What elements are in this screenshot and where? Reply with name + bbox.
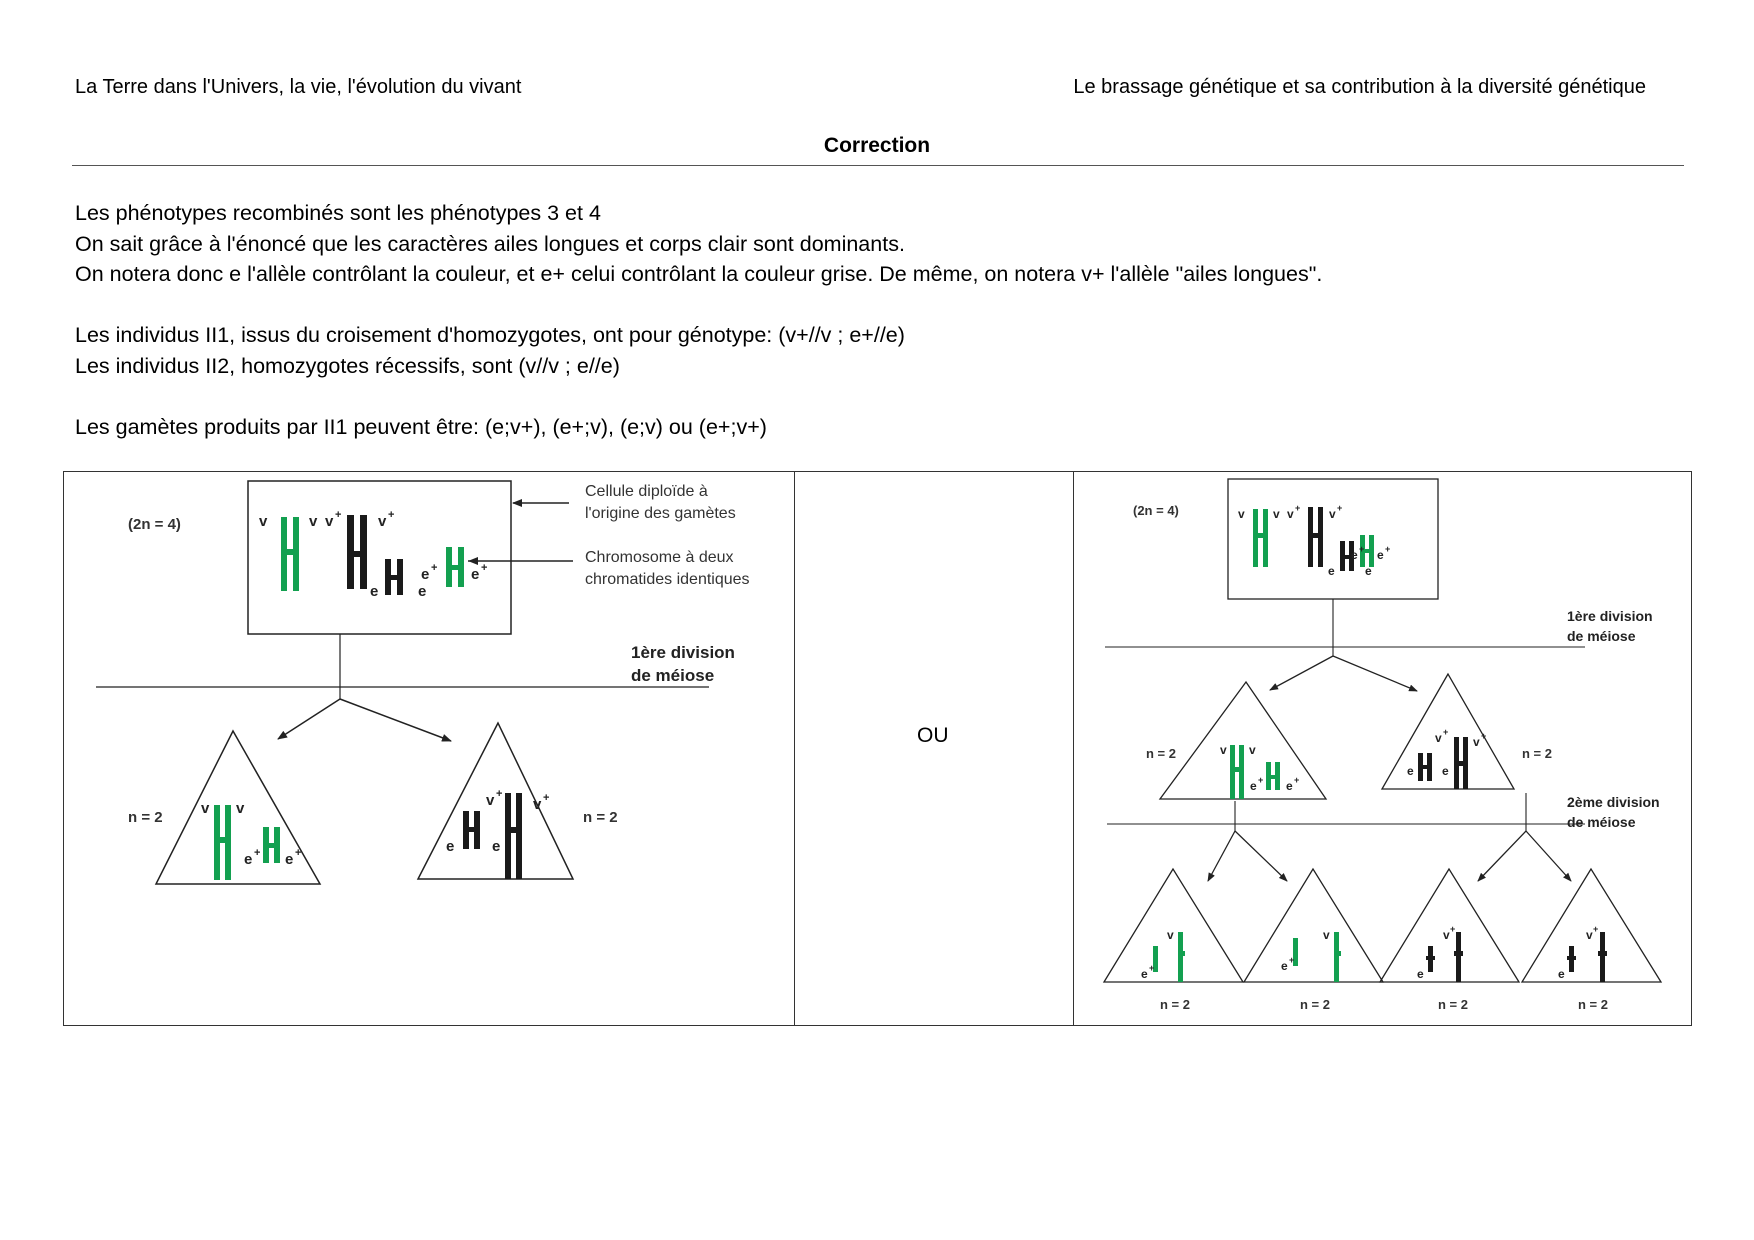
haploid-label-1: n = 2 bbox=[128, 809, 163, 826]
m1-allele-e-plus-sup-2: + bbox=[1294, 775, 1300, 785]
chromosome-v-black bbox=[347, 515, 367, 589]
d1-allele-e-plus-sup-2: + bbox=[295, 847, 302, 859]
allele-v-2: v bbox=[309, 513, 318, 530]
g1-allele-v: v bbox=[1167, 928, 1174, 942]
division-1-label-line2: de méiose bbox=[1567, 628, 1636, 644]
paragraph-gametes: Les gamètes produits par II1 peuvent être: (e;v+), (e+;v), (e;v) ou (e+;v+) bbox=[75, 414, 767, 439]
g2-allele-v: v bbox=[1323, 928, 1330, 942]
g2-allele-e-plus-sup: + bbox=[1289, 955, 1295, 965]
column-separator-left bbox=[794, 472, 795, 1025]
g1-allele-e-plus-sup: + bbox=[1149, 963, 1155, 973]
allele-e-plus-sup-2: + bbox=[481, 562, 488, 574]
division-label-line1: 1ère division bbox=[631, 643, 735, 662]
haploid-label-mid-2: n = 2 bbox=[1522, 746, 1552, 761]
r-allele-v-plus-sup-1: + bbox=[1295, 503, 1301, 513]
r-allele-e-1: e bbox=[1328, 564, 1335, 578]
d2-allele-v-1: v bbox=[486, 792, 495, 809]
division-2-label-line2: de méiose bbox=[1567, 814, 1636, 830]
allele-e-plus-sup-1: + bbox=[431, 562, 438, 574]
d1-allele-v-1: v bbox=[201, 800, 210, 817]
allele-v-plus-sup-1: + bbox=[335, 509, 342, 521]
paragraph-notation: On notera donc e l'allèle contrôlant la couleur, et e+ celui contrôlant la couleur grise. De même, on notera v+ l'allèle "ailes longues". bbox=[75, 262, 1323, 286]
m1-allele-v-2: v bbox=[1249, 743, 1256, 757]
g4-allele-v-plus-sup: + bbox=[1593, 924, 1599, 934]
paragraph-ii1-genotype: Les individus II1, issus du croisement d'homozygotes, ont pour génotype: (v+//v ; e+//e) bbox=[75, 323, 905, 347]
g1-allele-e: e bbox=[1141, 967, 1148, 981]
g4-allele-v: v bbox=[1586, 928, 1593, 942]
allele-e-3: e bbox=[421, 566, 430, 583]
paragraph-dominance: On sait grâce à l'énoncé que les caractères ailes longues et corps clair sont dominants. bbox=[75, 231, 905, 256]
meiosis-diagram-right bbox=[1073, 471, 1691, 1026]
m2-allele-e-1: e bbox=[1407, 764, 1414, 778]
allele-e-4: e bbox=[471, 566, 480, 583]
header-right: Le brassage génétique et sa contribution à la diversité génétique bbox=[1073, 76, 1646, 98]
r-allele-e-plus-sup-1: + bbox=[1359, 544, 1365, 554]
r-allele-v-plus-sup-2: + bbox=[1337, 503, 1343, 513]
r-allele-e-2: e bbox=[1365, 564, 1372, 578]
callout-cell-line1: Cellule diploïde à bbox=[585, 483, 708, 500]
r-allele-v-2: v bbox=[1273, 507, 1280, 521]
d1-allele-v-2: v bbox=[236, 800, 245, 817]
diploid-cell-box-right bbox=[1228, 479, 1438, 599]
m2-allele-v-1: v bbox=[1435, 731, 1442, 745]
m1-allele-e-1: e bbox=[1250, 779, 1257, 793]
meiosis-diagram-left bbox=[63, 471, 793, 1026]
g4-allele-e: e bbox=[1558, 967, 1565, 981]
callout-chromosome-line1: Chromosome à deux bbox=[585, 549, 734, 566]
m1-allele-e-2: e bbox=[1286, 779, 1293, 793]
r-allele-e-4: e bbox=[1377, 548, 1384, 562]
paragraph-recombined: Les phénotypes recombinés sont les phénotypes 3 et 4 bbox=[75, 201, 601, 225]
correction-text bbox=[75, 198, 1322, 442]
gamete-label-4: n = 2 bbox=[1578, 997, 1608, 1012]
gamete-cell-1 bbox=[1104, 869, 1243, 982]
gamete-label-2: n = 2 bbox=[1300, 997, 1330, 1012]
g3-allele-e: e bbox=[1417, 967, 1424, 981]
division-label-line2: de méiose bbox=[631, 666, 715, 685]
gamete-label-1: n = 2 bbox=[1160, 997, 1190, 1012]
d1-allele-e-1: e bbox=[244, 851, 253, 868]
diploid-cell-box bbox=[248, 481, 511, 634]
g3-allele-v: v bbox=[1443, 928, 1450, 942]
division-2-label-line1: 2ème division bbox=[1567, 794, 1660, 810]
callout-cell-line2: l'origine des gamètes bbox=[585, 505, 736, 522]
g2-allele-e: e bbox=[1281, 959, 1288, 973]
m2-allele-v-plus-sup-2: + bbox=[1481, 731, 1487, 741]
d1-allele-e-plus-sup-1: + bbox=[254, 847, 261, 859]
d2-allele-v-plus-sup-2: + bbox=[543, 792, 550, 804]
ploidy-label-right: (2n = 4) bbox=[1133, 503, 1179, 518]
page-title: Correction bbox=[823, 134, 931, 157]
allele-e-1: e bbox=[370, 583, 379, 600]
chromosome-v-green bbox=[281, 517, 299, 591]
d2-allele-v-plus-sup-1: + bbox=[496, 788, 503, 800]
header-left: La Terre dans l'Univers, la vie, l'évolution du vivant bbox=[75, 76, 522, 98]
r-allele-v-3: v bbox=[1287, 507, 1294, 521]
or-label: OU bbox=[917, 724, 949, 747]
r-allele-v-4: v bbox=[1329, 507, 1336, 521]
m2-allele-e-2: e bbox=[1442, 764, 1449, 778]
haploid-label-mid-1: n = 2 bbox=[1146, 746, 1176, 761]
allele-v-4: v bbox=[378, 513, 387, 530]
m1-allele-e-plus-sup-1: + bbox=[1258, 775, 1264, 785]
r-allele-e-plus-sup-2: + bbox=[1385, 544, 1391, 554]
gamete-label-3: n = 2 bbox=[1438, 997, 1468, 1012]
allele-e-2: e bbox=[418, 583, 427, 600]
chromosome-e-black bbox=[385, 559, 403, 595]
g3-allele-v-plus-sup: + bbox=[1450, 924, 1456, 934]
ploidy-label: (2n = 4) bbox=[128, 516, 181, 533]
title-divider bbox=[72, 165, 1684, 166]
m2-allele-v-plus-sup-1: + bbox=[1443, 727, 1449, 737]
m2-allele-v-2: v bbox=[1473, 735, 1480, 749]
d1-allele-e-2: e bbox=[285, 851, 294, 868]
division-1-label-line1: 1ère division bbox=[1567, 608, 1653, 624]
allele-v-1: v bbox=[259, 513, 268, 530]
r-allele-v-1: v bbox=[1238, 507, 1245, 521]
d2-allele-e-2: e bbox=[492, 838, 501, 855]
gamete-cell-2 bbox=[1244, 869, 1383, 982]
allele-v-plus-sup-2: + bbox=[388, 509, 395, 521]
callout-chromosome-line2: chromatides identiques bbox=[585, 571, 750, 588]
r-allele-e-3: e bbox=[1351, 548, 1358, 562]
haploid-label-2: n = 2 bbox=[583, 809, 618, 826]
paragraph-ii2-genotype: Les individus II2, homozygotes récessifs, sont (v//v ; e//e) bbox=[75, 353, 620, 378]
m1-allele-v-1: v bbox=[1220, 743, 1227, 757]
chromosome-e-green bbox=[446, 547, 464, 587]
d2-allele-e-1: e bbox=[446, 838, 455, 855]
d2-allele-v-2: v bbox=[533, 796, 542, 813]
gamete-cell-4 bbox=[1522, 869, 1661, 982]
daughter-cell-2 bbox=[418, 723, 573, 879]
allele-v-3: v bbox=[325, 513, 334, 530]
